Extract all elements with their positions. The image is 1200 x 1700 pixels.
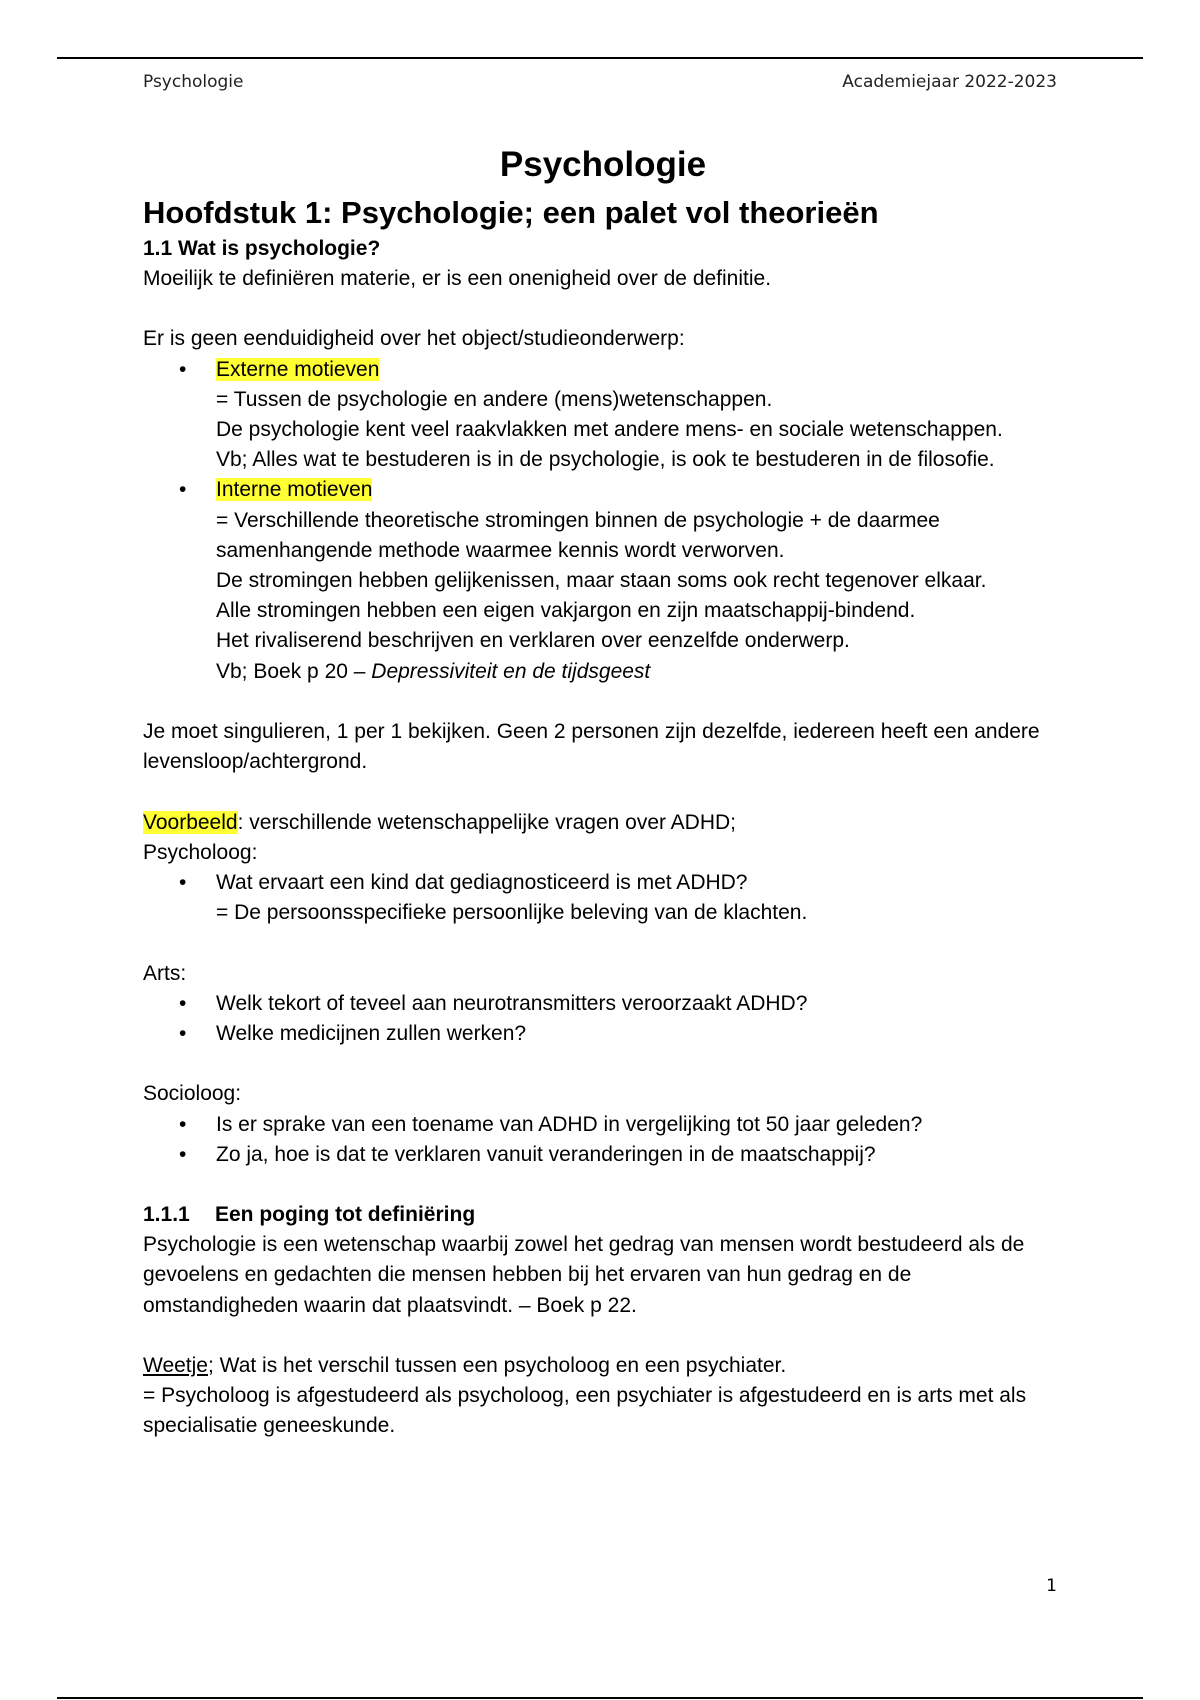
page-header xyxy=(143,72,1057,96)
weetje-rest: ; Wat is het verschil tussen een psycholoog en een psychiater. xyxy=(207,1354,787,1377)
weetje-label: Weetje xyxy=(143,1354,208,1377)
interne-line-5-title: Depressiviteit en de tijdsgeest xyxy=(371,659,651,683)
externe-line-1: = Tussen de psychologie en andere (mens)wetenschappen. xyxy=(216,387,773,411)
interne-line-3: Alle stromingen hebben een eigen vakjargon en zijn maatschappij-bindend. xyxy=(216,599,916,623)
interne-line-5-prefix: Vb; Boek p 20 – xyxy=(216,659,372,683)
list-item: • Zo ja, hoe is dat te verklaren vanuit veranderingen in de maatschappij? xyxy=(143,1140,1063,1170)
footer-rule xyxy=(57,1697,1143,1699)
interne-label: Interne motieven xyxy=(216,478,373,502)
arts-label: Arts: xyxy=(143,961,187,985)
object-line: Er is geen eenduidigheid over het object/studieonderwerp: xyxy=(143,327,685,351)
list-item: • Welk tekort of teveel aan neurotransmitters veroorzaakt ADHD? xyxy=(143,989,1063,1019)
voorbeeld-line xyxy=(143,808,1063,838)
interne-line-1: = Verschillende theoretische stromingen binnen de psychologie + de daarmee samenhangende methode waarmee kennis wordt verworven. xyxy=(216,508,940,562)
header-course: Psychologie xyxy=(143,72,244,92)
externe-line-3: Vb; Alles wat te bestuderen is in de psychologie, is ook te bestuderen in de filosofie. xyxy=(216,448,995,472)
arts-list xyxy=(143,989,1063,1049)
definition-paragraph: Psychologie is een wetenschap waarbij zowel het gedrag van mensen wordt bestudeerd als de gevoelens en gedachten die mensen hebben bij het ervaren van hun gedrag en de omstandigheden waarin dat plaatsvindt. – Boek p 22. xyxy=(143,1233,1025,1317)
externe-label: Externe motieven xyxy=(216,357,380,381)
interne-line-2: De stromingen hebben gelijkenissen, maar staan soms ook recht tegenover elkaar. xyxy=(216,569,987,593)
header-academic-year: Academiejaar 2022-2023 xyxy=(842,72,1057,92)
subsection-number: 1.1.1 xyxy=(143,1203,190,1227)
socioloog-list xyxy=(143,1110,1063,1170)
list-item: • Is er sprake van een toename van ADHD in vergelijking tot 50 jaar geleden? xyxy=(143,1110,1063,1140)
subsection-heading xyxy=(143,1200,1063,1230)
externe-line-2: De psychologie kent veel raakvlakken met andere mens- en sociale wetenschappen. xyxy=(216,418,1003,441)
list-item-externe xyxy=(143,355,1063,476)
document-body xyxy=(143,138,1063,1442)
psycholoog-label: Psycholoog: xyxy=(143,840,258,864)
weetje-line xyxy=(143,1351,1063,1381)
interne-line-4: Het rivaliserend beschrijven en verklaren over eenzelfde onderwerp. xyxy=(216,629,850,653)
voorbeeld-label: Voorbeeld xyxy=(143,810,238,834)
list-item xyxy=(143,868,1063,928)
page-number: 1 xyxy=(1046,1576,1057,1596)
list-item: • Welke medicijnen zullen werken? xyxy=(143,1019,1063,1049)
socioloog-label: Socioloog: xyxy=(143,1082,242,1106)
weetje-answer: = Psycholoog is afgestudeerd als psycholoog, een psychiater is afgestudeerd en is arts met als specialisatie geneeskunde. xyxy=(143,1384,1027,1438)
psycholoog-list xyxy=(143,868,1063,928)
header-rule xyxy=(57,57,1143,59)
interne-line-5 xyxy=(216,660,650,683)
section-intro: Moeilijk te definiëren materie, er is een onenigheid over de definitie. xyxy=(143,267,772,290)
voorbeeld-rest: : verschillende wetenschappelijke vragen over ADHD; xyxy=(237,810,737,834)
psycholoog-question: Wat ervaart een kind dat gediagnosticeerd is met ADHD? xyxy=(216,871,748,895)
chapter-heading: Hoofdstuk 1: Psychologie; een palet vol theorieën xyxy=(143,195,879,230)
singulieren-paragraph: Je moet singulieren, 1 per 1 bekijken. Geen 2 personen zijn dezelfde, iedereen heeft een andere levensloop/achtergrond. xyxy=(143,720,1040,774)
document-title: Psychologie xyxy=(499,145,707,184)
psycholoog-answer: = De persoonsspecifieke persoonlijke beleving van de klachten. xyxy=(216,901,808,925)
motieven-list xyxy=(143,355,1063,687)
section-heading: 1.1 Wat is psychologie? xyxy=(143,237,381,260)
subsection-title: Een poging tot definiëring xyxy=(215,1203,476,1227)
list-item-interne xyxy=(143,475,1063,686)
